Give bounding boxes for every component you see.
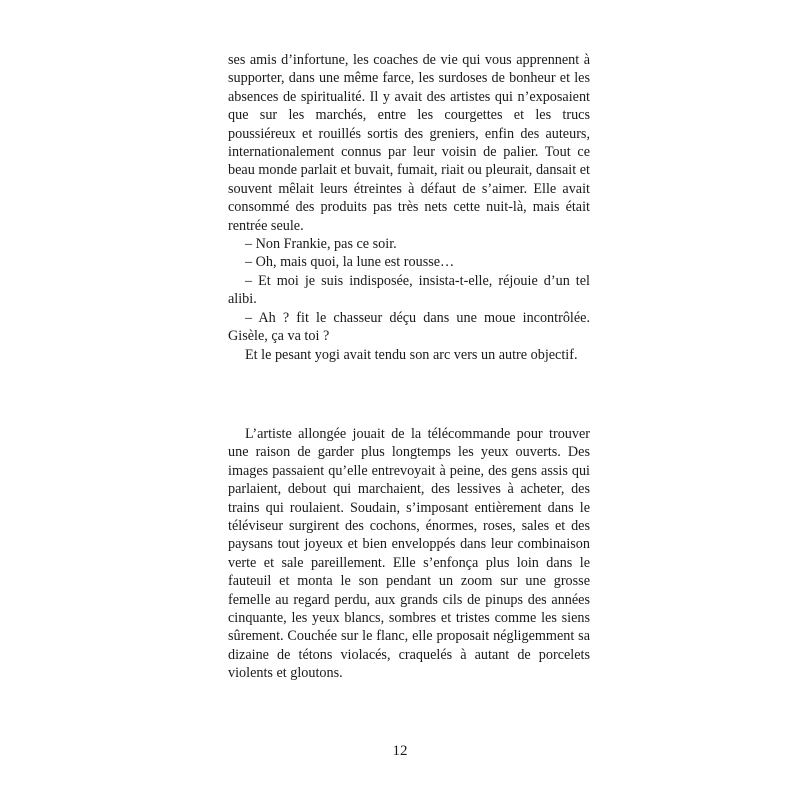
- paragraph-opening: ses amis d’infortune, les coaches de vie qui vous apprennent à supporter, dans une même farce, les surdoses de bonheur et les absences de spiritualité. Il y avait des artistes qui n’exposaient que sur les marchés, entre les courgettes et les trucs poussiéreux et rouillés sortis des greniers, enfin des auteurs, internationalement connus par leur voisin de palier. Tout ce beau monde parlait et buvait, fumait, riait ou pleurait, dansait et souvent mêlait leurs étreintes à défaut de s’aimer. Elle avait consommé des produits pas très nets cette nuit-là, mais était rentrée seule.: [228, 52, 590, 234]
- dialogue-line: – Non Frankie, pas ce soir.: [245, 236, 397, 253]
- paragraph-closing: Et le pesant yogi avait tendu son arc vers un autre objectif.: [245, 346, 578, 363]
- page-number: 12: [392, 743, 408, 759]
- text-section-2: [228, 425, 590, 683]
- text-section-1: [228, 51, 590, 364]
- dialogue-line: – Et moi je suis indisposée, insista-t-elle, réjouie d’un tel alibi.: [228, 272, 590, 308]
- dialogue-line: – Oh, mais quoi, la lune est rousse…: [245, 254, 455, 271]
- dialogue-line: – Ah ? fit le chasseur déçu dans une moue incontrôlée. Gisèle, ça va toi ?: [228, 309, 590, 345]
- paragraph: L’artiste allongée jouait de la télécommande pour trouver une raison de garder plus longtemps les yeux ouverts. Des images passaient qu’elle entrevoyait à peine, des gens assis qui parlaient, debout qui marchaient, des lessives à acheter, des trains qui roulaient. Soudain, s’imposant entièrement dans le téléviseur surgirent des cochons, énormes, roses, sales et des paysans tout joyeux et bien enveloppés dans leur combinaison verte et sale pareillement. Elle s’enfonça plus loin dans le fauteuil et monta le son pendant un zoom sur une grosse femelle au regard perdu, aux grands cils de pinups des années cinquante, les yeux blancs, sombres et tristes comme les siens sûrement. Couchée sur le flanc, elle proposait négligemment sa dizaine de tétons violacés, craquelés à autant de porcelets violents et gloutons.: [228, 426, 590, 682]
